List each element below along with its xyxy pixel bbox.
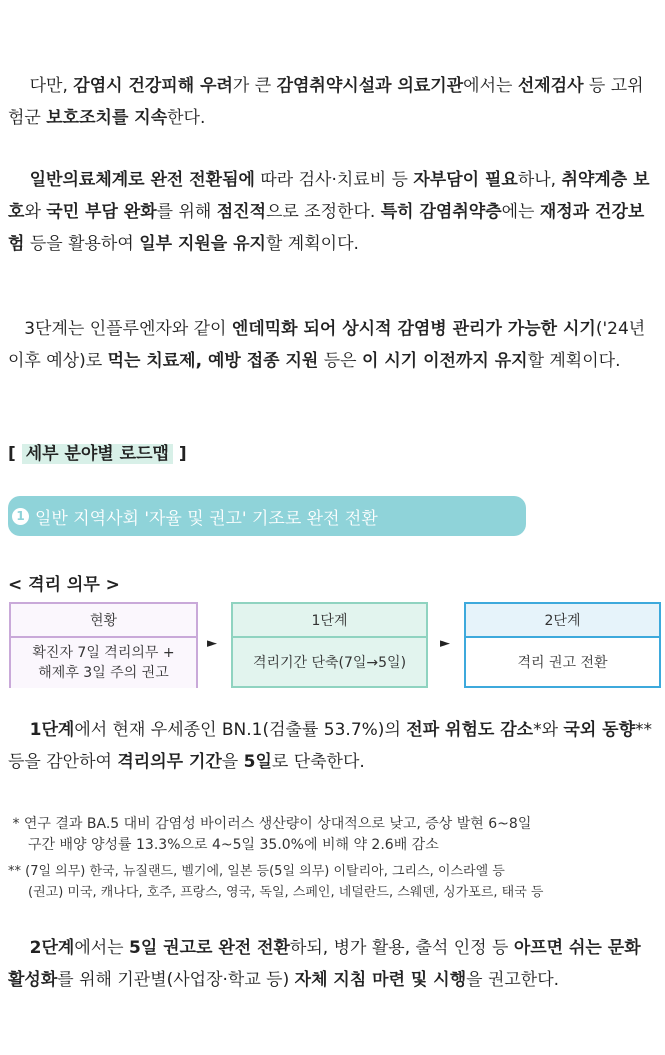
footnote-line: 구간 배양 양성률 13.3%으로 4~5일 35.0%에 비해 약 2.6배 감소 (28, 837, 439, 853)
paragraph-stage3 (8, 313, 654, 377)
text-run: ('24년 이후 예상)로 (8, 319, 646, 371)
box-body: 격리 권고 전환 (517, 655, 608, 671)
text-run: 1단계 (29, 720, 75, 740)
section-title-label: 세부 분야별 로드맵 (22, 444, 173, 464)
text-run: 먹는 치료제, 예방 접종 지원 (107, 351, 319, 371)
text-run: ** 등을 감안하여 (8, 720, 652, 772)
text-run: 할 계획이다. (265, 234, 359, 254)
paragraph-stage2 (8, 932, 654, 996)
text-run: 일반의료체계로 완전 전환됨에 (29, 170, 255, 190)
text-run: 감염취약시설과 의료기관 (276, 76, 464, 96)
text-run: 따라 검사·치료비 등 (254, 170, 414, 190)
box-body (11, 638, 196, 688)
current-status-box (9, 602, 198, 688)
stage2-box (464, 602, 661, 688)
box-body-line: 확진자 7일 격리의무 + (32, 645, 175, 661)
text-run: 를 위해 (156, 202, 217, 222)
text-run: 감염시 건강피해 우려 (73, 76, 233, 96)
arrow-right-icon: ► (440, 636, 450, 651)
text-run: 에는 (501, 202, 540, 222)
text-run: 를 위해 기관별(사업장·학교 등) (57, 970, 295, 990)
section-banner (8, 496, 526, 536)
text-run: 엔데믹화 되어 상시적 감염병 관리가 가능한 시기 (231, 319, 596, 339)
box-header: 2단계 (466, 604, 659, 638)
footnote-line: * 연구 결과 BA.5 대비 감염성 바이러스 생산량이 상대적으로 낮고, 증상 발현 6~8일 (8, 816, 532, 832)
text-run (8, 170, 30, 190)
text-run: 하되, 병가 활용, 출석 인정 등 (289, 938, 514, 958)
text-run: 로 단축한다. (271, 752, 365, 772)
text-run: 을 권고한다. (466, 970, 560, 990)
text-run: *와 (533, 720, 564, 740)
text-run: 전파 위험도 감소 (406, 720, 534, 740)
text-run: 5일 권고로 완전 전환 (128, 938, 290, 958)
text-run: 3단계는 인플루엔자와 같이 (8, 319, 232, 339)
box-header: 1단계 (233, 604, 426, 638)
footnote-research (8, 814, 658, 856)
text-run: 일부 지원을 유지 (139, 234, 266, 254)
section-title-open: [ (8, 444, 22, 464)
text-run: 선제검사 (517, 76, 584, 96)
text-run: 으로 조정한다. (266, 202, 381, 222)
text-run: 5일 (243, 752, 272, 772)
text-run: 에서는 (74, 938, 129, 958)
box-body-line: 해제후 3일 주의 권고 (38, 665, 169, 681)
text-run: 국민 부담 완화 (46, 202, 157, 222)
text-run: 등을 활용하여 (24, 234, 140, 254)
text-run: 할 계획이다. (527, 351, 621, 371)
text-run: 하나, (517, 170, 562, 190)
footnote-line: (권고) 미국, 캐나다, 호주, 프랑스, 영국, 독일, 스페인, 네덜란드, 스웨덴, 싱가포르, 태국 등 (28, 885, 544, 900)
number-badge: 1 (12, 508, 29, 525)
text-run: 2단계 (29, 938, 75, 958)
text-run (8, 938, 30, 958)
box-header: 현황 (11, 604, 196, 638)
paragraph-stage1 (8, 714, 654, 778)
text-run: 등 고위험군 (8, 76, 644, 128)
text-run: 보호조치를 지속 (46, 108, 168, 128)
footnote-countries (8, 861, 658, 903)
text-run: 특히 감염취약층 (380, 202, 502, 222)
banner-label: 일반 지역사회 '자율 및 권고' 기조로 완전 전환 (35, 508, 378, 529)
text-run: 다만, (8, 76, 74, 96)
text-run: 에서는 (463, 76, 518, 96)
text-run: 에서 현재 우세종인 BN.1(검출률 53.7%)의 (74, 720, 407, 740)
text-run: 아프면 쉬는 문화 활성화 (8, 938, 641, 990)
section-title-close: ] (172, 444, 187, 464)
arrow-right-icon: ► (207, 636, 217, 651)
paragraph-screening (8, 70, 654, 134)
footnote-line: ** (7일 의무) 한국, 뉴질랜드, 벨기에, 일본 등(5일 의무) 이탈리아, 그리스, 이스라엘 등 (8, 864, 505, 879)
stage1-box (231, 602, 428, 688)
section-title (8, 438, 187, 470)
text-run: 자체 지침 마련 및 시행 (294, 970, 467, 990)
text-run: 취약계층 보호 (8, 170, 650, 222)
text-run (8, 720, 30, 740)
text-run: 자부담이 필요 (413, 170, 518, 190)
paragraph-medical-system (8, 164, 654, 260)
box-body: 격리기간 단축(7일→5일) (252, 655, 407, 671)
text-run: 점진적 (216, 202, 266, 222)
text-run: 한다. (167, 108, 206, 128)
text-run: 등은 (318, 351, 362, 371)
text-run: 와 (24, 202, 47, 222)
text-run: 국외 동향 (563, 720, 635, 740)
text-run: 재정과 건강보험 (8, 202, 645, 254)
text-run: 가 큰 (232, 76, 277, 96)
text-run: 격리의무 기간 (117, 752, 222, 772)
sub-title: < 격리 의무 > (8, 575, 120, 595)
text-run: 이 시기 이전까지 유지 (362, 351, 528, 371)
text-run: 을 (221, 752, 244, 772)
